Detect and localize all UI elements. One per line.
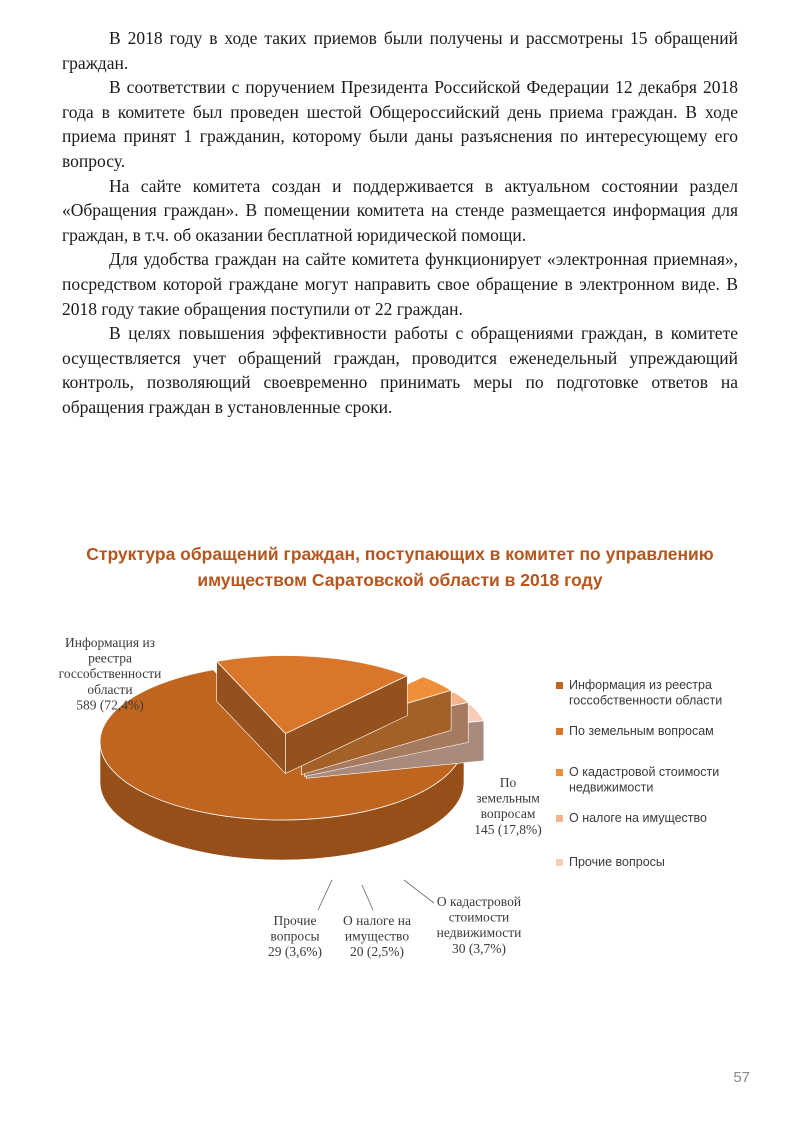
data-label <box>343 913 411 959</box>
legend-swatch <box>556 769 563 776</box>
data-label-line: вопросы <box>270 928 320 944</box>
page-number: 57 <box>733 1069 750 1086</box>
paragraph: В целях повышения эффективности работы с обращениями граждан, в комитете осуществляется учет обращений граждан, проводится еженедельный упреждающий контроль, позволяющий своевременно принимать меры по подготовке ответов на обращения граждан в установленные сроки. <box>62 323 738 417</box>
data-label-line: По <box>499 775 517 790</box>
data-label-line: Информация из <box>64 635 156 650</box>
leader-line <box>404 880 434 903</box>
data-label-line: Прочие <box>273 913 317 928</box>
data-label <box>268 913 322 959</box>
data-label-line: О налоге на <box>343 913 411 928</box>
data-label-line: 145 (17,8%) <box>474 821 542 837</box>
data-label-line: О кадастровой <box>436 894 522 909</box>
data-label-line: 589 (72,4%) <box>76 697 144 713</box>
data-label <box>474 775 542 837</box>
data-label-line: госсобственности <box>58 666 162 682</box>
legend-swatch <box>556 682 563 689</box>
legend-label-line: недвижимости <box>569 780 654 795</box>
data-label-line: вопросам <box>480 806 536 822</box>
legend-label <box>569 678 722 708</box>
paragraph: Для удобства граждан на сайте комитета функционирует «электронная приемная», посредством которой граждане могут направить свое обращение в электронном виде. В 2018 году такие обращения поступили от 22 граждан. <box>62 249 738 319</box>
paragraph: В 2018 году в ходе таких приемов были получены и рассмотрены 15 обращений граждан. <box>62 28 738 73</box>
data-label-line: реестра <box>88 650 132 666</box>
legend-label-line: Прочие вопросы <box>569 855 665 869</box>
legend-label-line: По земельным вопросам <box>569 724 714 738</box>
leader-line <box>362 885 373 910</box>
legend-label-line: О налоге на имущество <box>569 811 707 825</box>
legend-label-line: госсобственности области <box>569 693 723 708</box>
legend-item <box>556 678 722 708</box>
legend-swatch <box>556 728 563 735</box>
legend-label <box>569 765 719 795</box>
legend-label <box>569 724 714 738</box>
legend-swatch <box>556 815 563 822</box>
data-label-line: 20 (2,5%) <box>350 944 404 960</box>
chart-title: Структура обращений граждан, поступающих в комитет по управлению имуществом Саратовской области в 2018 году <box>86 544 714 590</box>
data-label-line: стоимости <box>448 909 510 925</box>
pie-slices <box>100 656 484 860</box>
data-label-line: 30 (3,7%) <box>452 940 506 956</box>
leader-lines <box>318 880 434 910</box>
data-label <box>437 894 522 956</box>
legend-item <box>556 765 719 795</box>
legend-label <box>569 811 707 825</box>
paragraph: На сайте комитета создан и поддерживается в актуальном состоянии раздел «Обращения граждан». В помещении комитета на стенде размещается информация для граждан, в т.ч. об оказании бесплатной юридической помощи. <box>62 175 738 245</box>
data-label-line: 29 (3,6%) <box>268 944 322 960</box>
data-label-line: земельным <box>476 790 540 806</box>
data-label-line: недвижимости <box>436 925 522 941</box>
legend-label <box>569 855 665 869</box>
chart-legend <box>556 678 722 869</box>
leader-line <box>318 880 332 910</box>
legend-item <box>556 811 707 825</box>
data-label-line: имущество <box>344 928 410 944</box>
paragraph: В соответствии с поручением Президента Российской Федерации 12 декабря 2018 года в комитете был проведен шестой Общероссийский день приема граждан. В ходе приема принят 1 гражданин, которому были даны разъяснения по интересующему его вопросу. <box>62 77 738 171</box>
legend-label-line: О кадастровой стоимости <box>569 765 720 779</box>
data-label-line: области <box>87 681 133 697</box>
legend-item <box>556 724 714 738</box>
legend-item <box>556 855 665 869</box>
legend-swatch <box>556 859 563 866</box>
legend-label-line: Информация из реестра <box>569 678 712 692</box>
